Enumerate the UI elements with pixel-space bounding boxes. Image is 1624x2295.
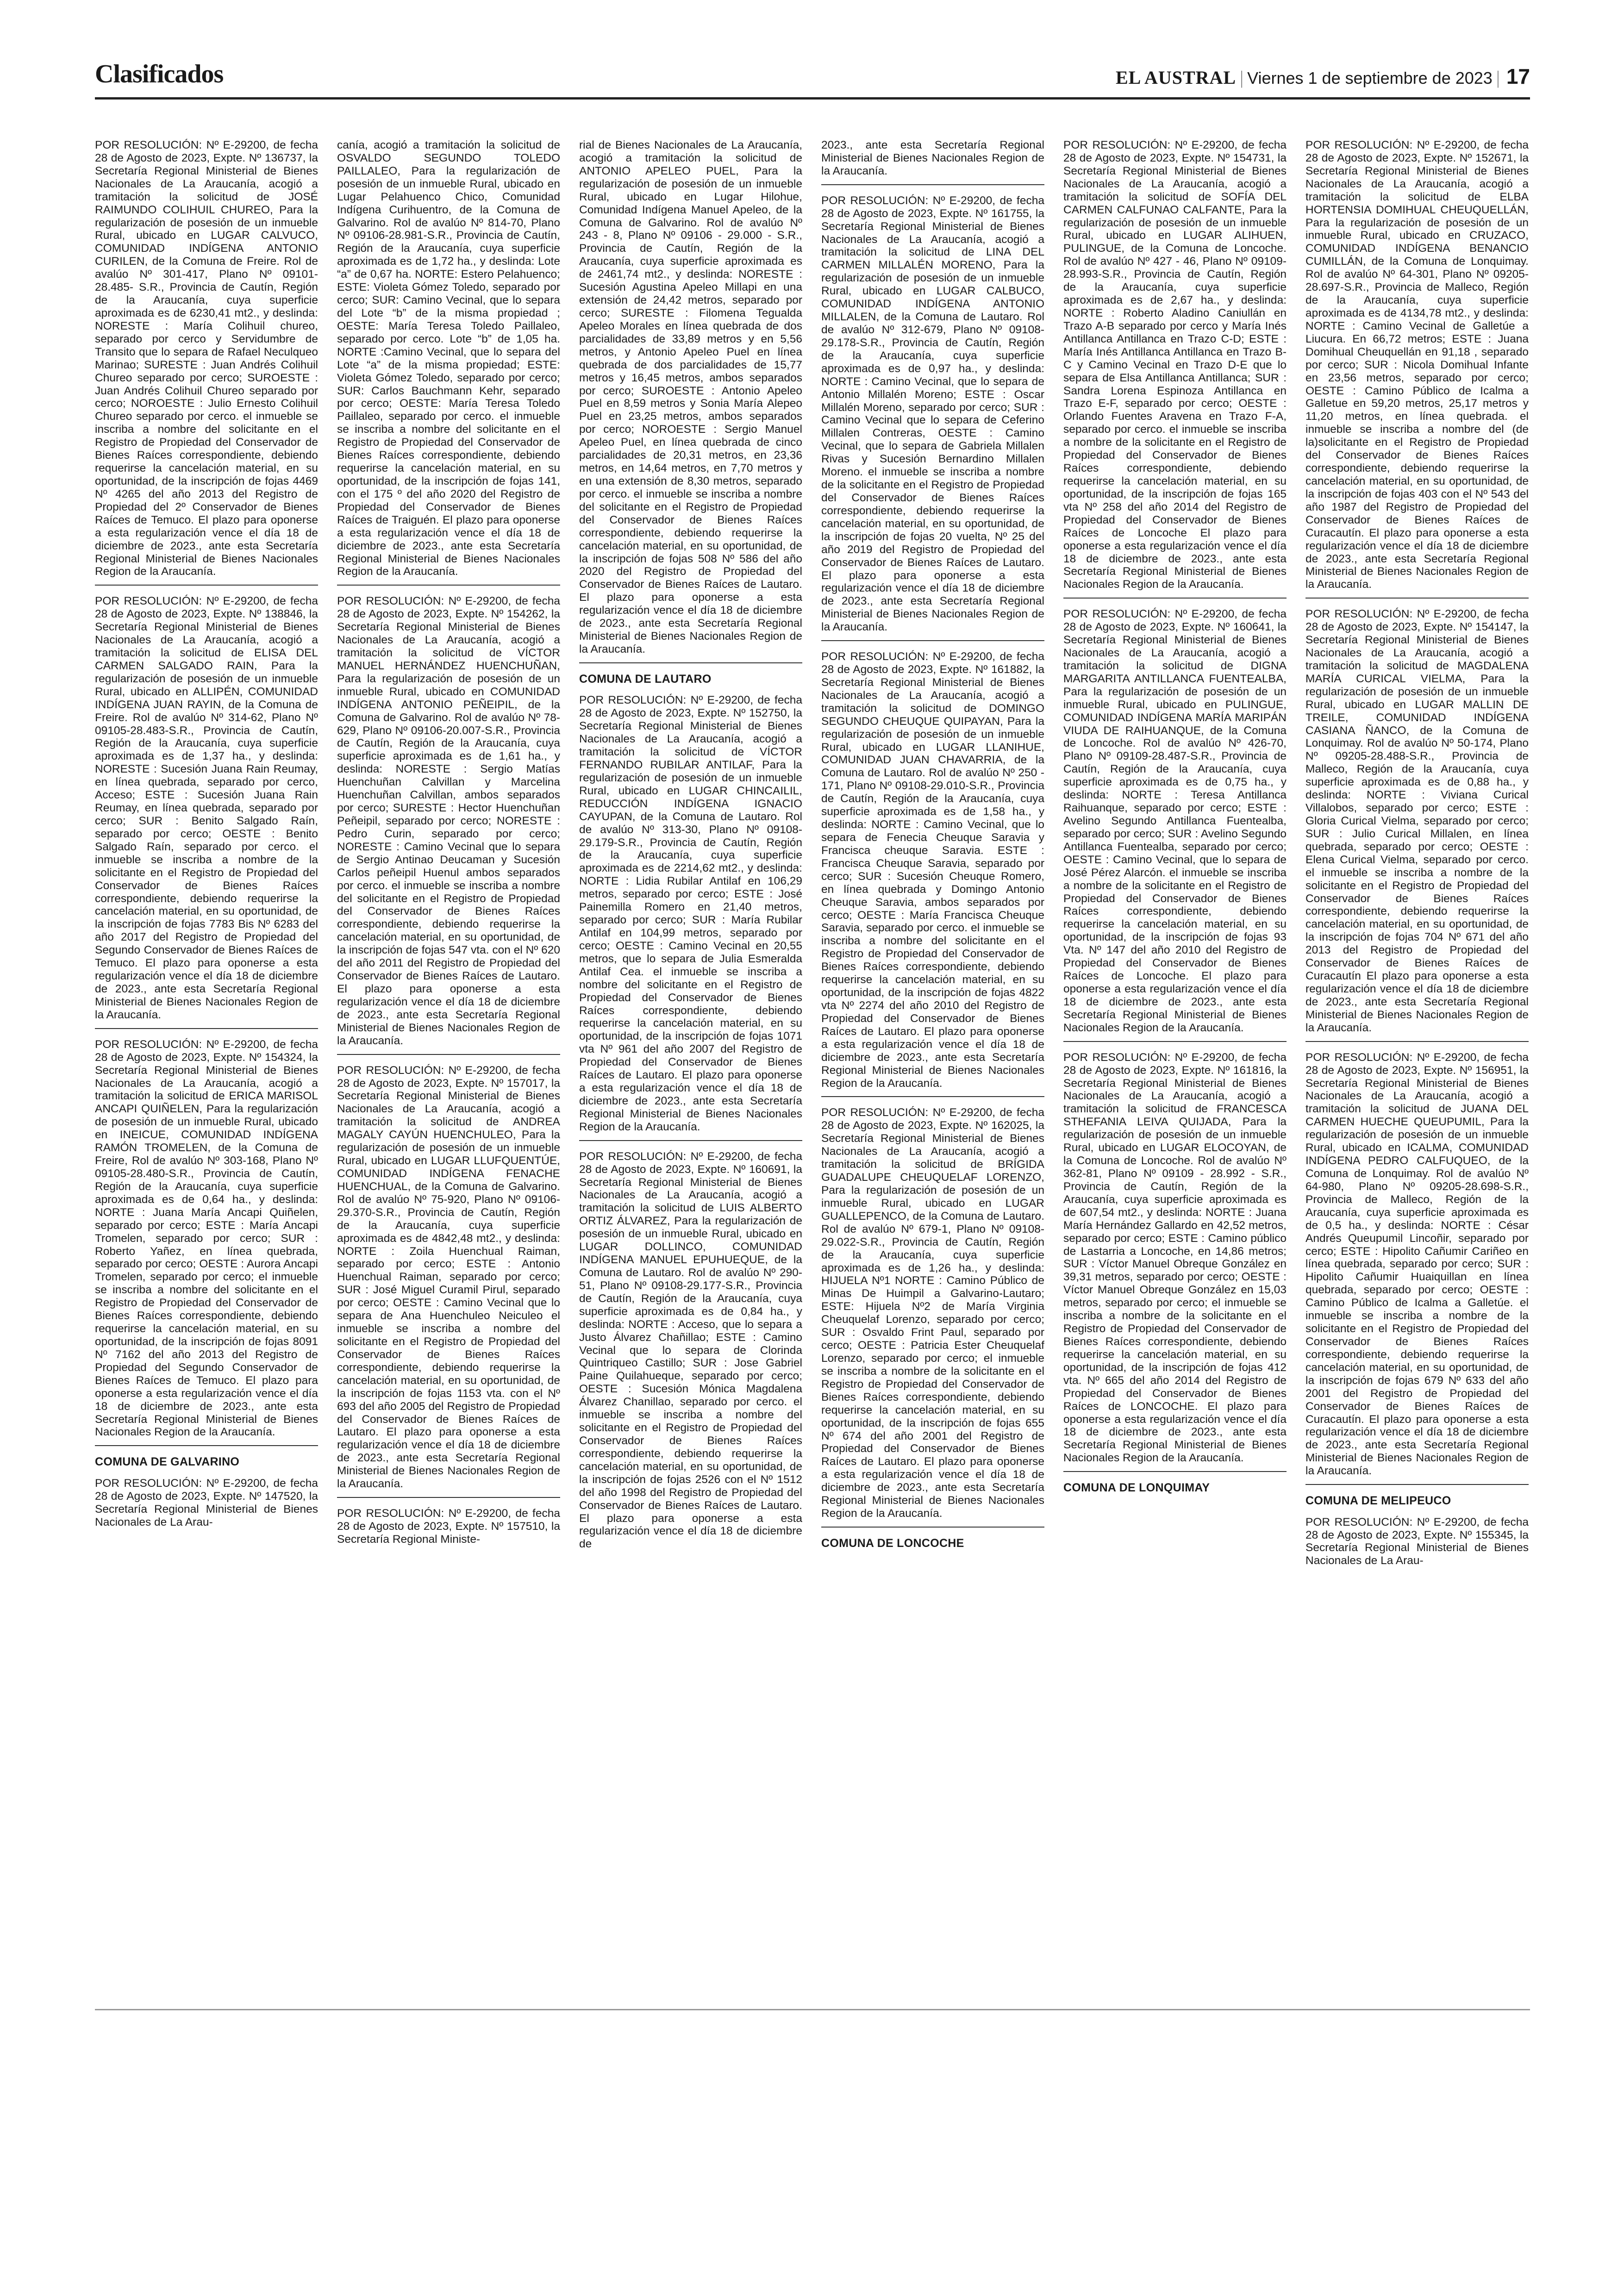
column-1 [95,139,318,1967]
legal-notice: POR RESOLUCIÓN: Nº E-29200, de fecha 28 de Agosto de 2023, Expte. Nº 160691, la Secretaría Regional Ministerial de Bienes Nacionales de La Araucanía, acogió a tramitación la solicitud de LUIS ALBERTO ORTIZ ÁLVAREZ, Para la regularización de posesión de un inmueble Rural, ubicado en LUGAR DOLLINCO, COMUNIDAD INDÍGENA MANUEL EPUHUEQUE, de la Comuna de Lautaro. Rol de avalúo Nº 290-51, Plano Nº 09108-29.177-S.R., Provincia de Cautín, Región de la Araucanía, cuya superficie aproximada es de 0,84 ha., y deslinda: NORTE : Acceso, que lo separa a Justo Álvarez Chañillao; ESTE : Camino Vecinal que lo separa de Clorinda Quintriqueo Castillo; SUR : Jose Gabriel Paine Quilahueque, separado por cerco; OESTE : Sucesión Mónica Magdalena Álvarez Chanillao, separado por cerco. el inmueble se inscriba a nombre del solicitante en el Registro de Propiedad del Conservador de Bienes Raíces correspondiente, debiendo requerirse la cancelación material, en su oportunidad, de la inscripción de fojas 2526 con el Nº 1512 del año 1998 del Registro de Propiedad del Conservador de Bienes Raíces de Lautaro. El plazo para oponerse a esta regularización vence el día 18 de diciembre de [579,1150,802,1551]
column-2 [337,139,560,1967]
legal-notice: rial de Bienes Nacionales de La Araucanía, acogió a tramitación la solicitud de ANTONIO APELEO PUEL, Para la regularización de posesión de un inmueble Rural, ubicado en Lugar Hilohue, Comunidad Indígena Manuel Apeleo, de la Comuna de Galvarino. Rol de avalúo Nº 243 - 8, Plano Nº 09106 - 29.000 - S.R., Provincia de Cautín, Región de la Araucanía, cuya superficie aproximada es de 2461,74 mt2., y deslinda: NORESTE : Sucesión Agustina Apeleo Millapi en una extensión de 24,42 metros, separado por cerco; SURESTE : Filomena Tegualda Apeleo Morales en línea quebrada de dos parcialidades de 33,89 metros y en 5,56 metros, y Antonio Apeleo Puel en línea quebrada de dos parcialidades de 15,77 metros y 16,45 metros, ambos separados por cerco; SUROESTE : Antonio Apeleo Puel en 8,59 metros y Sonia María Alepeo Puel en 23,25 metros, ambos separados por cerco; NOROESTE : Sergio Manuel Apeleo Puel, en línea quebrada de cinco parcialidades de 20,31 metros, en 23,36 metros, en 14,64 metros, en 7,70 metros y en una extensión de 8,30 metros, separado por cerco. el inmueble se inscriba a nombre del solicitante en el Registro de Propiedad del Conservador de Bienes Raíces correspondiente, debiendo requerirse la cancelación material, en su oportunidad, de la inscripción de fojas 508 Nº 586 del año 2020 del Registro de Propiedad del Conservador de Bienes Raíces de Lautaro. El plazo para oponerse a esta regularización vence el día 18 de diciembre de 2023., ante esta Secretaría Regional Ministerial de Bienes Nacionales Region de la Araucanía. [579,139,802,655]
newspaper-brand: EL AUSTRAL [1115,67,1237,88]
notice-divider [95,1028,318,1029]
notice-divider [1305,1484,1529,1485]
header-rule [95,97,1530,100]
legal-notice: POR RESOLUCIÓN: Nº E-29200, de fecha 28 de Agosto de 2023, Expte. Nº 157510, la Secretaría Regional Ministe- [337,1507,560,1546]
page-number: 17 [1506,64,1530,88]
comuna-heading: COMUNA DE LONCOCHE [821,1536,964,1550]
masthead [1116,64,1530,89]
legal-notice: POR RESOLUCIÓN: Nº E-29200, de fecha 28 de Agosto de 2023, Expte. Nº 156951, la Secretaría Regional Ministerial de Bienes Nacionales de La Araucanía, acogió a tramitación la solicitud de JUANA DEL CARMEN HUECHE QUEUPUMIL, Para la regularización de posesión de un inmueble Rural, ubicado en ICALMA, COMUNIDAD INDÍGENA PEDRO CALFUQUEO, de la Comuna de Lonquimay. Rol de avalúo Nº 64-980, Plano Nº 09205-28.698-S.R., Provincia de Malleco, Región de la Araucanía, cuya superficie aproximada es de 0,5 ha., y deslinda: NORTE : César Andrés Queupumil Lincoñir, separado por cerco; ESTE : Hipolito Cañumir Cariñeo en línea quebrada, separado por cerco; SUR : Hipolito Cañumir Huaiquillan en línea quebrada, separado por cerco; OESTE : Camino Público de Icalma a Galletúe. el inmueble se inscriba a nombre de la solicitante en el Registro de Propiedad del Conservador de Bienes Raíces correspondiente, debiendo requerirse la cancelación material, en su oportunidad, de la inscripción de fojas 679 Nº 633 del año 2001 del Registro de Propiedad del Conservador de Bienes Raíces de Curacautín. El plazo para oponerse a esta regularización vence el día 18 de diciembre de 2023., ante esta Secretaría Regional Ministerial de Bienes Nacionales Region de la Araucanía. [1305,1051,1529,1478]
legal-notice: 2023., ante esta Secretaría Regional Ministerial de Bienes Nacionales Region de la Araucanía. [821,139,1044,177]
notice-divider [337,1497,560,1498]
comuna-heading: COMUNA DE GALVARINO [95,1455,240,1469]
notice-divider [821,1096,1044,1097]
notice-divider [1063,598,1287,599]
notice-divider [579,662,802,663]
legal-notice: POR RESOLUCIÓN: Nº E-29200, de fecha 28 de Agosto de 2023, Expte. Nº 161755, la Secretaría Regional Ministerial de Bienes Nacionales de La Araucanía, acogió a tramitación la solicitud de LINA DEL CARMEN MILLALÉN MORENO, Para la regularización de posesión de un inmueble Rural, ubicado en LUGAR CALBUCO, COMUNIDAD INDÍGENA ANTONIO MILLALEN, de la Comuna de Lautaro. Rol de avalúo Nº 312-679, Plano Nº 09108-29.178-S.R., Provincia de Cautín, Región de la Araucanía, cuya superficie aproximada es de 0,97 ha., y deslinda: NORTE : Camino Vecinal, que lo separa de Antonio Millalén Moreno; ESTE : Oscar Millalén Moreno, separado por cerco; SUR : Camino Vecinal que lo separa de Ceferino Millalen Contreras, OESTE : Camino Vecinal, que lo separa de Gabriela Millalen Rivas y Sucesión Bernardino Millalen Moreno. el inmueble se inscriba a nombre de la solicitante en el Registro de Propiedad del Conservador de Bienes Raíces correspondiente, debiendo requerirse la cancelación material, en su oportunidad, de la inscripción de fojas 20 vuelta, Nº 25 del año 2019 del Registro de Propiedad del Conservador de Bienes Raíces de Lautaro. El plazo para oponerse a esta regularización vence el día 18 de diciembre de 2023., ante esta Secretaría Regional Ministerial de Bienes Nacionales Region de la Araucanía. [821,194,1044,634]
column-5 [1063,139,1287,1967]
legal-notice: POR RESOLUCIÓN: Nº E-29200, de fecha 28 de Agosto de 2023, Expte. Nº 154324, la Secretaría Regional Ministerial de Bienes Nacionales de La Araucanía, acogió a tramitación la solicitud de ERICA MARISOL ANCAPI QUIÑELEN, Para la regularización de posesión de un inmueble Rural, ubicado en INEICUE, COMUNIDAD INDÍGENA RAMÓN TROMELEN, de la Comuna de Freire, Rol de avalúo Nº 303-168, Plano Nº 09105-28.480-S.R., Provincia de Cautín, Región de la Araucanía, cuya superficie aproximada es de 0,64 ha., y deslinda: NORTE : Juana María Ancapi Quiñelen, separado por cerco; ESTE : María Ancapi Tromelen, separado por cerco; SUR : Roberto Yañez, en línea quebrada, separado por cerco; OESTE : Aurora Ancapi Tromelen, separado por cerco; el inmueble se inscriba a nombre del solicitante en el Registro de Propiedad del Conservador de Bienes Raíces correspondiente, debiendo requerirse la cancelación material, en su oportunidad, de la inscripción de fojas 8091 Nº 7162 del año 2013 del Registro de Propiedad del Segundo Conservador de Bienes Raíces de Temuco. El plazo para oponerse a esta regularización vence el día 18 de diciembre de 2023., ante esta Secretaría Regional Ministerial de Bienes Nacionales Region de la Araucanía. [95,1038,318,1439]
notice-divider [1063,1471,1287,1472]
column-3 [579,139,802,1967]
masthead-separator: | [1240,67,1244,88]
legal-notice: POR RESOLUCIÓN: Nº E-29200, de fecha 28 de Agosto de 2023, Expte. Nº 157017, la Secretaría Regional Ministerial de Bienes Nacionales de La Araucanía, acogió a tramitación la solicitud de ANDREA MAGALY CAYÚN HUENCHULEO, Para la regularización de posesión de un inmueble Rural, ubicado en LUGAR LLUFQUENTÚE, COMUNIDAD INDÍGENA FENACHE HUENCHUAL, de la Comuna de Galvarino. Rol de avalúo Nº 75-920, Plano Nº 09106-29.370-S.R., Provincia de Cautín, Región de la Araucanía, cuya superficie aproximada es de 4842,48 mt2., y deslinda: NORTE : Zoila Huenchual Raiman, separado por cerco; ESTE : Antonio Huenchual Raiman, separado por cerco; SUR : José Miguel Curamil Pirul, separado por cerco; OESTE : Camino Vecinal que lo separa de Ana Huenchuleo Neiculeo el inmueble se inscriba a nombre del solicitante en el Registro de Propiedad del Conservador de Bienes Raíces correspondiente, debiendo requerirse la cancelación material, en su oportunidad, de la inscripción de fojas 1153 vta. con el Nº 693 del año 2005 del Registro de Propiedad del Conservador de Bienes Raíces de Lautaro. El plazo para oponerse a esta regularización vence el día 18 de diciembre de 2023., ante esta Secretaría Regional Ministerial de Bienes Nacionales Region de la Araucanía. [337,1064,560,1491]
legal-notice: POR RESOLUCIÓN: Nº E-29200, de fecha 28 de Agosto de 2023, Expte. Nº 136737, la Secretaría Regional Ministerial de Bienes Nacionales de La Araucanía, acogió a tramitación la solicitud de JOSÉ RAIMUNDO COLIHUIL CHUREO, Para la regularización de posesión de un inmueble Rural, ubicado en LUGAR CALVUCO, COMUNIDAD INDÍGENA ANTONIO CURILEN, de la Comuna de Freire. Rol de avalúo Nº 301-417, Plano Nº 09101- 28.485- S.R., Provincia de Cautín, Región de la Araucanía, cuya superficie aproximada es de 6230,41 mt2., y deslinda: NORESTE : María Colihuil chureo, separado por cerco y Servidumbre de Transito que lo separa de Rafael Neculqueo Marinao; SURESTE : Juan Andrés Colihuil Chureo separado por cerco; SUROESTE : Juan Andrés Colihuil Chureo separado por cerco; NOROESTE : Julio Ernesto Colihuil Chureo separado por cerco. el inmueble se inscriba a nombre del solicitante en el Registro de Propiedad del Conservador de Bienes Raíces correspondiente, debiendo requerirse la cancelación material, en su oportunidad, de la inscripción de fojas 4469 Nº 4265 del año 2013 del Registro de Propiedad del 2º Conservador de Bienes Raíces de Temuco. El plazo para oponerse a esta regularización vence el día 18 de diciembre de 2023., ante esta Secretaría Regional Ministerial de Bienes Nacionales Region de la Araucanía. [95,139,318,578]
legal-notice: POR RESOLUCIÓN: Nº E-29200, de fecha 28 de Agosto de 2023, Expte. Nº 147520, la Secretaría Regional Ministerial de Bienes Nacionales de La Arau- [95,1477,318,1528]
notice-divider [337,1054,560,1055]
comuna-heading: COMUNA DE MELIPEUCO [1305,1494,1451,1508]
notice-divider [1063,1041,1287,1042]
notice-divider [579,1140,802,1141]
classifieds-columns [95,139,1530,1967]
notice-divider [821,184,1044,185]
legal-notice: POR RESOLUCIÓN: Nº E-29200, de fecha 28 de Agosto de 2023, Expte. Nº 154147, la Secretaría Regional Ministerial de Bienes Nacionales de La Araucanía, acogió a tramitación la solicitud de MAGDALENA MARÍA CURICAL VIELMA, Para la regularización de posesión de un inmueble Rural, ubicado en LUGAR MALLIN DE TREILE, COMUNIDAD INDÍGENA CASIANA ÑANCO, de la Comuna de Lonquimay. Rol de avalúo Nº 50-174, Plano Nº 09205-28.488-S.R., Provincia de Malleco, Región de la Araucanía, cuya superficie aproximada es de 0,88 ha., y deslinda: NORTE : Viviana Curical Villalobos, separado por cerco; ESTE : Gloria Curical Vielma, separado por cerco; SUR : Julio Curical Millalen, en línea quebrada, separado por cerco; OESTE : Elena Curical Vielma, separado por cerco. el inmueble se inscriba a nombre de la solicitante en el Registro de Propiedad del Conservador de Bienes Raíces correspondiente, debiendo requerirse la cancelación material, en su oportunidad, de la inscripción de fojas 704 Nº 671 del año 2013 del Registro de Propiedad del Conservador de Bienes Raíces de Curacautín El plazo para oponerse a esta regularización vence el día 18 de diciembre de 2023., ante esta Secretaría Regional Ministerial de Bienes Nacionales Region de la Araucanía. [1305,608,1529,1034]
notice-divider [821,1527,1044,1528]
notice-divider [821,640,1044,641]
legal-notice: POR RESOLUCIÓN: Nº E-29200, de fecha 28 de Agosto de 2023, Expte. Nº 155345, la Secretaría Regional Ministerial de Bienes Nacionales de La Arau- [1305,1515,1529,1567]
issue-date: Viernes 1 de septiembre de 2023 [1247,69,1493,87]
legal-notice: POR RESOLUCIÓN: Nº E-29200, de fecha 28 de Agosto de 2023, Expte. Nº 138846, la Secretaría Regional Ministerial de Bienes Nacionales de La Araucanía, acogió a tramitación la solicitud de ELISA DEL CARMEN SALGADO RAIN, Para la regularización de posesión de un inmueble Rural, ubicado en ALLIPÉN, COMUNIDAD INDÍGENA JUAN RAYIN, de la Comuna de Freire. Rol de avalúo Nº 314-62, Plano Nº 09105-28.483-S.R., Provincia de Cautín, Región de la Araucanía, cuya superficie aproximada es de 1,37 ha., y deslinda: NORESTE : Sucesión Juana Rain Reumay, en línea quebrada, separado por cerco, Acceso; ESTE : Sucesión Juana Rain Reumay, en línea quebrada, separado por cerco; SUR : Benito Salgado Raín, separado por cerco; OESTE : Benito Salgado Raín, separado por cerco. el inmueble se inscriba a nombre de la solicitante en el Registro de Propiedad del Conservador de Bienes Raíces correspondiente, debiendo requerirse la cancelación material, en su oportunidad, de la inscripción de fojas 7783 Bis Nº 6283 del año 2017 del Registro de Propiedad del Segundo Conservador de Bienes Raíces de Temuco. El plazo para oponerse a esta regularización vence el día 18 de diciembre de 2023., ante esta Secretaría Regional Ministerial de Bienes Nacionales Region de la Araucanía. [95,595,318,1021]
column-4 [821,139,1044,1967]
masthead-separator: | [1496,67,1500,88]
section-title: Clasificados [95,60,224,88]
comuna-heading: COMUNA DE LONQUIMAY [1063,1481,1210,1495]
legal-notice: POR RESOLUCIÓN: Nº E-29200, de fecha 28 de Agosto de 2023, Expte. Nº 154262, la Secretaría Regional Ministerial de Bienes Nacionales de La Araucanía, acogió a tramitación la solicitud de VÍCTOR MANUEL HERNÁNDEZ HUENCHUÑAN, Para la regularización de posesión de un inmueble Rural, ubicado en COMUNIDAD INDÍGENA ANTONIO PEÑEIPIL, de la Comuna de Galvarino. Rol de avalúo Nº 78-629, Plano Nº 09106-20.007-S.R., Provincia de Cautín, Región de la Araucanía, cuya superficie aproximada es de 1,61 ha., y deslinda: NORESTE : Sergio Matías Huenchuñan Calvillan y Marcelina Huenchuñan Calvillan, ambos separados por cerco; SURESTE : Hector Huenchuñan Peñeipil, separado por cerco; NORESTE : Pedro Curin, separado por cerco; NORESTE : Camino Vecinal que lo separa de Sergio Antinao Deucaman y Sucesión Carlos peñeipil Huenul ambos separados por cerco. el inmueble se inscriba a nombre del solicitante en el Registro de Propiedad del Conservador de Bienes Raíces correspondiente, debiendo requerirse la cancelación material, en su oportunidad, de la inscripción de fojas 547 vta. con el Nº 620 del año 2011 del Registro de Propiedad del Conservador de Bienes Raíces de Lautaro. El plazo para oponerse a esta regularización vence el día 18 de diciembre de 2023., ante esta Secretaría Regional Ministerial de Bienes Nacionales Region de la Araucanía. [337,595,560,1047]
legal-notice: canía, acogió a tramitación la solicitud de OSVALDO SEGUNDO TOLEDO PAILLALEO, Para la regularización de posesión de un inmueble Rural, ubicado en Lugar Pelahuenco Chico, Comunidad Indígena Curihuentro, de la Comuna de Galvarino. Rol de avalúo Nº 814-70, Plano Nº 09106-28.981-S.R., Provincia de Cautín, Región de la Araucanía, cuya superficie aproximada es de 1,72 ha., y deslinda: Lote “a” de 0,67 ha. NORTE: Estero Pelahuenco; ESTE: Violeta Gómez Toledo, separado por cerco; SUR: Camino Vecinal, que lo separa del Lote “b” de la misma propiedad ; OESTE: María Teresa Toledo Paillaleo, separado por cerco. Lote “b” de 1,05 ha. NORTE :Camino Vecinal, que lo separa del Lote “a” de la misma propiedad; ESTE: Violeta Gómez Toledo, separado por cerco; SUR: Carlos Bauchmann Kehr, separado por cerco; OESTE: María Teresa Toledo Paillaleo, separado por cerco. el inmueble se inscriba a nombre del solicitante en el Registro de Propiedad del Conservador de Bienes Raíces correspondiente, debiendo requerirse la cancelación material, en su oportunidad, de la inscripción de fojas 141, con el 175 º del año 2020 del Registro de Propiedad del Conservador de Bienes Raíces de Traiguén. El plazo para oponerse a esta regularización vence el día 18 de diciembre de 2023., ante esta Secretaría Regional Ministerial de Bienes Nacionales Region de la Araucanía. [337,139,560,578]
legal-notice: POR RESOLUCIÓN: Nº E-29200, de fecha 28 de Agosto de 2023, Expte. Nº 160641, la Secretaría Regional Ministerial de Bienes Nacionales de La Araucanía, acogió a tramitación la solicitud de DIGNA MARGARITA ANTILLANCA FUENTEALBA, Para la regularización de posesión de un inmueble Rural, ubicado en PULINGUE, COMUNIDAD INDÍGENA MARÍA MARIPÁN VIUDA DE RAIHUANQUE, de la Comuna de Loncoche. Rol de avalúo Nº 426-70, Plano Nº 09109-28.487-S.R., Provincia de Cautín, Región de la Araucanía, cuya superficie aproximada es de 0,75 ha., y deslinda: NORTE : Teresa Antillanca Raihuanque, separado por cerco; ESTE : Avelino Segundo Antillanca Fuentealba, separado por cerco; SUR : Avelino Segundo Antillanca Fuentealba, separado por cerco; OESTE : Camino Vecinal, que lo separa de José Pérez Alarcón. el inmueble se inscriba a nombre de la solicitante en el Registro de Propiedad del Conservador de Bienes Raíces correspondiente, debiendo requerirse la cancelación material, en su oportunidad, de la inscripción de fojas 93 Vta. Nº 147 del año 2010 del Registro de Propiedad del Conservador de Bienes Raíces de Loncoche. El plazo para oponerse a esta regularización vence el día 18 de diciembre de 2023., ante esta Secretaría Regional Ministerial de Bienes Nacionales Region de la Araucanía. [1063,608,1287,1034]
page-header [95,59,1530,96]
legal-notice: POR RESOLUCIÓN: Nº E-29200, de fecha 28 de Agosto de 2023, Expte. Nº 152671, la Secretaría Regional Ministerial de Bienes Nacionales de La Araucanía, acogió a tramitación la solicitud de ELBA HORTENSIA DOMIHUAL CHEUQUELLÁN, Para la regularización de posesión de un inmueble Rural, ubicado en CRUZACO, COMUNIDAD INDÍGENA BENANCIO CUMILLÁN, de la Comuna de Lonquimay. Rol de avalúo Nº 64-301, Plano Nº 09205-28.697-S.R., Provincia de Malleco, Región de la Araucanía, cuya superficie aproximada es de 4134,78 mt2., y deslinda: NORTE : Camino Vecinal de Galletúe a Liucura. En 66,72 metros; ESTE : Juana Domihual Cheuquellán en 91,18 , separado por cerco; SUR : Nicola Domihual Infante en 23,56 metros, separado por cerco; OESTE : Camino Público de Icalma a Galletue en 59,20 metros, 25,17 metros y 11,20 metros, en línea quebrada. el inmueble se inscriba a nombre del (de la)solicitante en el Registro de Propiedad del Conservador de Bienes Raíces correspondiente, debiendo requerirse la cancelación material, en su oportunidad, de la inscripción de fojas 403 con el Nº 543 del año 1987 del Registro de Propiedad del Conservador de Bienes Raíces de Curacautín. El plazo para oponerse a esta regularización vence el día 18 de diciembre de 2023., ante esta Secretaría Regional Ministerial de Bienes Nacionales Region de la Araucanía. [1305,139,1529,591]
legal-notice: POR RESOLUCIÓN: Nº E-29200, de fecha 28 de Agosto de 2023, Expte. Nº 161816, la Secretaría Regional Ministerial de Bienes Nacionales de La Araucanía, acogió a tramitación la solicitud de FRANCESCA STHEFANIA LEIVA QUIJADA, Para la regularización de posesión de un inmueble Rural, ubicado en LUGAR ELOCOYAN, de la Comuna de Loncoche. Rol de avalúo Nº 362-81, Plano Nº 09109 - 28.992 - S.R., Provincia de Cautín, Región de la Araucanía, cuya superficie aproximada es de 607,54 mt2., y deslinda: NORTE : Juana María Hernández Gallardo en 42,52 metros, separado por cerco; ESTE : Camino público de Lastarria a Loncoche, en 14,86 metros; SUR : Víctor Manuel Obreque González en 39,31 metros, separado por cerco; OESTE : Víctor Manuel Obreque González en 15,03 metros, separado por cerco; el inmueble se inscriba a nombre de la solicitante en el Registro de Propiedad del Conservador de Bienes Raíces correspondiente, debiendo requerirse la cancelación material, en su oportunidad, de la inscripción de fojas 412 vta. Nº 665 del año 2014 del Registro de Propiedad del Conservador de Bienes Raíces de LONCOCHE. El plazo para oponerse a esta regularización vence el día 18 de diciembre de 2023., ante esta Secretaría Regional Ministerial de Bienes Nacionales Region de la Araucanía. [1063,1051,1287,1465]
legal-notice: POR RESOLUCIÓN: Nº E-29200, de fecha 28 de Agosto de 2023, Expte. Nº 154731, la Secretaría Regional Ministerial de Bienes Nacionales de La Araucanía, acogió a tramitación la solicitud de SOFÍA DEL CARMEN CALFUNAO CALFANTE, Para la regularización de posesión de un inmueble Rural, ubicado en LUGAR ALIHUEN, PULINGUE, de la Comuna de Loncoche. Rol de avalúo Nº 427 - 46, Plano Nº 09109-28.993-S.R., Provincia de Cautín, Región de la Araucanía, cuya superficie aproximada es de 2,67 ha., y deslinda: NORTE : Roberto Aladino Caniullán en Trazo A-B separado por cerco y María Inés Antillanca Antillanca en Trazo C-D; ESTE : María Inés Antillanca Antillanca en Trazo B-C y Camino Vecinal en Trazo D-E que lo separa de Elsa Antillanca Antillanca; SUR : Sandra Lorena Espinoza Antillanca en Trazo E-F, separado por cerco; OESTE : Orlando Fuentes Aravena en Trazo F-A, separado por cerco. el inmueble se inscriba a nombre de la solicitante en el Registro de Propiedad del Conservador de Bienes Raíces correspondiente, debiendo requerirse la cancelación material, en su oportunidad, de la inscripción de fojas 165 vta Nº 258 del año 2014 del Registro de Propiedad del Conservador de Bienes Raíces de Loncoche El plazo para oponerse a esta regularización vence el día 18 de diciembre de 2023., ante esta Secretaría Regional Ministerial de Bienes Nacionales Region de la Araucanía. [1063,139,1287,591]
legal-notice: POR RESOLUCIÓN: Nº E-29200, de fecha 28 de Agosto de 2023, Expte. Nº 162025, la Secretaría Regional Ministerial de Bienes Nacionales de La Araucanía, acogió a tramitación la solicitud de BRÍGIDA GUADALUPE CHEUQUELAF LORENZO, Para la regularización de posesión de un inmueble Rural, ubicado en LUGAR GUALLEPENCO, de la Comuna de Lautaro. Rol de avalúo Nº 679-1, Plano Nº 09108-29.022-S.R., Provincia de Cautín, Región de la Araucanía, cuya superficie aproximada es de 1,26 ha., y deslinda: HIJUELA Nº1 NORTE : Camino Público de Minas De Huimpil a Galvarino-Lautaro; ESTE: Hijuela Nº2 de María Virginia Cheuquelaf Lorenzo, separado por cerco; SUR : Osvaldo Frint Paul, separado por cerco; OESTE : Patricia Ester Cheuquelaf Lorenzo, separado por cerco; el inmueble se inscriba a nombre de la solicitante en el Registro de Propiedad del Conservador de Bienes Raíces correspondiente, debiendo requerirse la cancelación material, en su oportunidad, de la inscripción de fojas 655 Nº 674 del año 2001 del Registro de Propiedad del Conservador de Bienes Raíces de Lautaro. El plazo para oponerse a esta regularización vence el día 18 de diciembre de 2023., ante esta Secretaría Regional Ministerial de Bienes Nacionales Region de la Araucanía. [821,1106,1044,1520]
legal-notice: POR RESOLUCIÓN: Nº E-29200, de fecha 28 de Agosto de 2023, Expte. Nº 152750, la Secretaría Regional Ministerial de Bienes Nacionales de La Araucanía, acogió a tramitación la solicitud de VÍCTOR FERNANDO RUBILAR ANTILAF, Para la regularización de posesión de un inmueble Rural, ubicado en LUGAR CHINCAILIL, REDUCCIÓN INDÍGENA IGNACIO CAYUPAN, de la Comuna de Lautaro. Rol de avalúo Nº 313-30, Plano Nº 09108-29.179-S.R., Provincia de Cautín, Región de la Araucanía, cuya superficie aproximada es de 2214,62 mt2., y deslinda: NORTE : Lidia Rubilar Antilaf en 106,29 metros, separado por cerco; ESTE : José Painemilla Romero en 21,40 metros, separado por cerco; SUR : María Rubilar Antilaf en 104,99 metros, separado por cerco; OESTE : Camino Vecinal en 20,55 metros, que lo separa de Julia Esmeralda Antilaf Cea. el inmueble se inscriba a nombre del solicitante en el Registro de Propiedad del Conservador de Bienes Raíces correspondiente, debiendo requerirse la cancelación material, en su oportunidad, de la inscripción de fojas 1071 vta Nº 961 del año 2007 del Registro de Propiedad del Conservador de Bienes Raíces de Lautaro. El plazo para oponerse a esta regularización vence el día 18 de diciembre de 2023., ante esta Secretaría Regional Ministerial de Bienes Nacionales Region de la Araucanía. [579,694,802,1133]
notice-divider [337,585,560,586]
comuna-heading: COMUNA DE LAUTARO [579,672,712,686]
notice-divider [1305,598,1529,599]
notice-divider [95,1445,318,1446]
column-6 [1305,139,1529,1967]
legal-notice: POR RESOLUCIÓN: Nº E-29200, de fecha 28 de Agosto de 2023, Expte. Nº 161882, la Secretaría Regional Ministerial de Bienes Nacionales de La Araucanía, acogió a tramitación la solicitud de DOMINGO SEGUNDO CHEUQUE QUIPAYAN, Para la regularización de posesión de un inmueble Rural, ubicado en LUGAR LLANIHUE, COMUNIDAD JUAN CHAVARRIA, de la Comuna de Lautaro. Rol de avalúo Nº 250 - 171, Plano Nº 09108-29.010-S.R., Provincia de Cautín, Región de la Araucanía, cuya superficie aproximada es de 1,58 ha., y deslinda: NORTE : Camino Vecinal, que lo separa de Fenecia Cheuque Saravia y Francisca cheuque Saravia. ESTE : Francisca Cheuque Saravia, separado por cerco; SUR : Sucesión Cheuque Romero, en línea quebrada y Domingo Antonio Cheuque Saravia, ambos separados por cerco; OESTE : María Francisca Cheuque Saravia, separado por cerco. el inmueble se inscriba a nombre del solicitante en el Registro de Propiedad del Conservador de Bienes Raíces correspondiente, debiendo requerirse la cancelación material, en su oportunidad, de la inscripción de fojas 4822 vta Nº 2274 del año 2010 del Registro de Propiedad del Conservador de Bienes Raíces de Lautaro. El plazo para oponerse a esta regularización vence el día 18 de diciembre de 2023., ante esta Secretaría Regional Ministerial de Bienes Nacionales Region de la Araucanía. [821,650,1044,1090]
notice-divider [95,585,318,586]
notice-divider [1305,1041,1529,1042]
footer-rule [95,2009,1530,2010]
